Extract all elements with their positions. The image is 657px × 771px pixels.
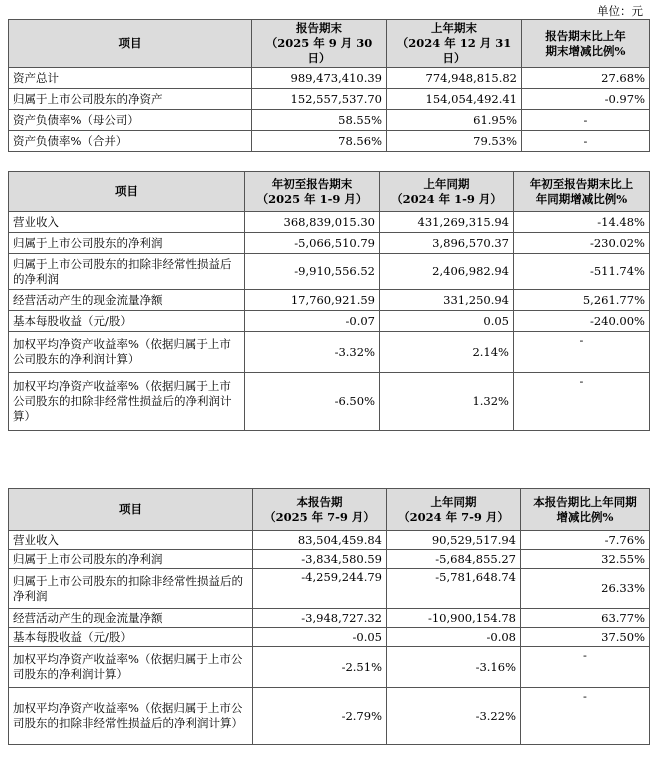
header-change-pct: 报告期末比上年 期末增减比例%: [522, 20, 650, 68]
header-item: 项目: [9, 489, 253, 531]
header-prior-quarter: 上年同期 （2024 年 7-9 月）: [387, 489, 521, 531]
row-label: 归属于上市公司股东的净利润: [9, 233, 245, 254]
header-period-end: 报告期末 （2025 年 9 月 30 日）: [252, 20, 387, 68]
cell-value: 27.68%: [522, 68, 650, 89]
header-change-pct: 年初至报告期末比上 年同期增减比例%: [514, 172, 650, 212]
balance-summary-table: [8, 19, 650, 152]
table-header-row: [9, 489, 650, 531]
table-row: [9, 609, 650, 628]
cell-value: -: [514, 332, 650, 373]
cell-value: 61.95%: [387, 110, 522, 131]
row-label: 营业收入: [9, 531, 253, 550]
cell-value: -3,834,580.59: [253, 550, 387, 569]
cell-value: -: [521, 688, 650, 745]
quarter-performance-table: [8, 488, 650, 745]
cell-value: -2.51%: [253, 647, 387, 688]
cell-value: 2,406,982.94: [380, 254, 514, 290]
table-row: [9, 110, 650, 131]
cell-value: -3.32%: [245, 332, 380, 373]
table-row: [9, 531, 650, 550]
header-change-pct: 本报告期比上年同期 增减比例%: [521, 489, 650, 531]
cell-value: -: [522, 131, 650, 152]
cell-value: -0.08: [387, 628, 521, 647]
row-label: 基本每股收益（元/股）: [9, 311, 245, 332]
cell-value: 5,261.77%: [514, 290, 650, 311]
cell-value: -6.50%: [245, 373, 380, 431]
row-label: 资产负债率%（合并）: [9, 131, 252, 152]
cell-value: -5,066,510.79: [245, 233, 380, 254]
row-label: 加权平均净资产收益率%（依据归属于上市公司股东的净利润计算）: [9, 647, 253, 688]
cell-value: 989,473,410.39: [252, 68, 387, 89]
row-label: 归属于上市公司股东的扣除非经常性损益后的净利润: [9, 254, 245, 290]
table-row: [9, 68, 650, 89]
row-label: 经营活动产生的现金流量净额: [9, 290, 245, 311]
cell-value: -9,910,556.52: [245, 254, 380, 290]
table-row: [9, 311, 650, 332]
table-row: [9, 233, 650, 254]
cell-value: -7.76%: [521, 531, 650, 550]
cell-value: -0.97%: [522, 89, 650, 110]
cell-value: 17,760,921.59: [245, 290, 380, 311]
cell-value: -: [521, 647, 650, 688]
row-label: 经营活动产生的现金流量净额: [9, 609, 253, 628]
row-label: 资产总计: [9, 68, 252, 89]
cell-value: -511.74%: [514, 254, 650, 290]
cell-value: 3,896,570.37: [380, 233, 514, 254]
cell-value: -240.00%: [514, 311, 650, 332]
header-item: 项目: [9, 20, 252, 68]
cell-value: -230.02%: [514, 233, 650, 254]
row-label: 营业收入: [9, 212, 245, 233]
cell-value: 58.55%: [252, 110, 387, 131]
table-header-row: [9, 172, 650, 212]
cell-value: 26.33%: [521, 569, 650, 609]
cell-value: -14.48%: [514, 212, 650, 233]
table-row: [9, 688, 650, 745]
cell-value: -3.22%: [387, 688, 521, 745]
table-row: [9, 550, 650, 569]
table-row: [9, 647, 650, 688]
cell-value: 90,529,517.94: [387, 531, 521, 550]
table-row: [9, 89, 650, 110]
row-label: 加权平均净资产收益率%（依据归属于上市公司股东的扣除非经常性损益后的净利润计算）: [9, 373, 245, 431]
cell-value: -: [514, 373, 650, 431]
cell-value: -3,948,727.32: [253, 609, 387, 628]
cell-value: 78.56%: [252, 131, 387, 152]
row-label: 加权平均净资产收益率%（依据归属于上市公司股东的扣除非经常性损益后的净利润计算）: [9, 688, 253, 745]
row-label: 基本每股收益（元/股）: [9, 628, 253, 647]
row-label: 归属于上市公司股东的扣除非经常性损益后的净利润: [9, 569, 253, 609]
cell-value: 0.05: [380, 311, 514, 332]
table-row: [9, 332, 650, 373]
table-row: [9, 212, 650, 233]
cell-value: 1.32%: [380, 373, 514, 431]
table-row: [9, 373, 650, 431]
table-row: [9, 569, 650, 609]
cell-value: 2.14%: [380, 332, 514, 373]
cell-value: 152,557,537.70: [252, 89, 387, 110]
cell-value: 154,054,492.41: [387, 89, 522, 110]
ytd-performance-table: [8, 171, 650, 431]
cell-value: -5,781,648.74: [387, 569, 521, 609]
cell-value: 63.77%: [521, 609, 650, 628]
cell-value: 774,948,815.82: [387, 68, 522, 89]
cell-value: -: [522, 110, 650, 131]
cell-value: -10,900,154.78: [387, 609, 521, 628]
table-row: [9, 628, 650, 647]
header-ytd: 年初至报告期末 （2025 年 1-9 月）: [245, 172, 380, 212]
cell-value: 431,269,315.94: [380, 212, 514, 233]
row-label: 归属于上市公司股东的净利润: [9, 550, 253, 569]
cell-value: -3.16%: [387, 647, 521, 688]
row-label: 归属于上市公司股东的净资产: [9, 89, 252, 110]
cell-value: 83,504,459.84: [253, 531, 387, 550]
cell-value: -5,684,855.27: [387, 550, 521, 569]
cell-value: 79.53%: [387, 131, 522, 152]
cell-value: 368,839,015.30: [245, 212, 380, 233]
cell-value: -0.05: [253, 628, 387, 647]
cell-value: 37.50%: [521, 628, 650, 647]
header-prior-year-end: 上年期末 （2024 年 12 月 31 日）: [387, 20, 522, 68]
row-label: 加权平均净资产收益率%（依据归属于上市公司股东的净利润计算）: [9, 332, 245, 373]
table-row: [9, 254, 650, 290]
table-row: [9, 131, 650, 152]
header-current-quarter: 本报告期 （2025 年 7-9 月）: [253, 489, 387, 531]
table-header-row: [9, 20, 650, 68]
unit-label: 单位：元: [597, 4, 643, 18]
cell-value: -2.79%: [253, 688, 387, 745]
header-item: 项目: [9, 172, 245, 212]
cell-value: 331,250.94: [380, 290, 514, 311]
cell-value: -4,259,244.79: [253, 569, 387, 609]
row-label: 资产负债率%（母公司）: [9, 110, 252, 131]
cell-value: 32.55%: [521, 550, 650, 569]
header-prior-ytd: 上年同期 （2024 年 1-9 月）: [380, 172, 514, 212]
cell-value: -0.07: [245, 311, 380, 332]
table-row: [9, 290, 650, 311]
